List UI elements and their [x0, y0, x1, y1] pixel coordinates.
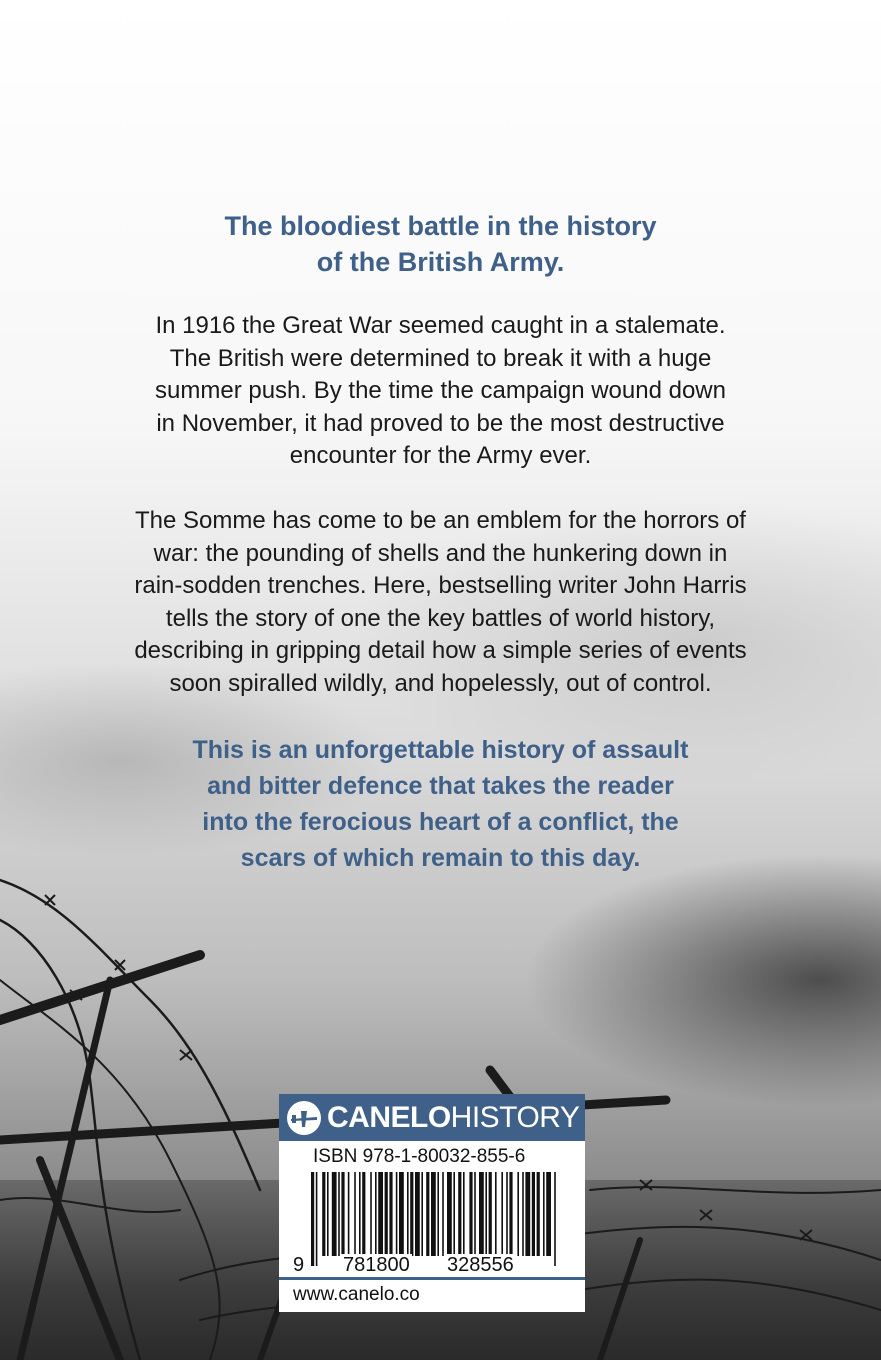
publisher-imprint-box [279, 1094, 585, 1312]
paragraph-line: tells the story of one the key battles of world history, [165, 604, 716, 632]
barcode-bar [370, 1172, 372, 1256]
headline-line: The bloodiest battle in the history [224, 211, 657, 241]
barcode-bar [338, 1172, 340, 1256]
barcode-digit-first: 9 [293, 1254, 305, 1276]
barcode-bar [410, 1172, 413, 1256]
barcode-bar [463, 1172, 465, 1256]
barcode-bar [359, 1172, 361, 1256]
barcode-bar [442, 1172, 444, 1256]
barcode-digits-right: 328556 [447, 1254, 514, 1276]
barcode-bar [554, 1172, 556, 1266]
publisher-name-strong: CANELO [327, 1100, 451, 1134]
barcode-bar [525, 1172, 530, 1256]
paragraph-line: in November, it had proved to be the most destructive [156, 409, 725, 437]
barcode-digits-left: 781800 [343, 1254, 410, 1276]
barcode-bar [437, 1172, 439, 1256]
barcode-bar [322, 1172, 325, 1256]
headline [60, 208, 821, 280]
barcode-bar [453, 1172, 455, 1256]
barcode-bar [546, 1172, 551, 1256]
barcode-bar [474, 1172, 476, 1256]
barcode-bar [506, 1172, 508, 1256]
paragraph-line: war: the pounding of shells and the hunkering down in [153, 539, 728, 567]
publisher-logo [279, 1094, 585, 1141]
barcode-bar [348, 1172, 350, 1256]
paragraph-line: describing in gripping detail how a simple series of events [134, 637, 747, 664]
barcode-bar [332, 1172, 337, 1256]
barcode-bar [489, 1172, 492, 1256]
paragraph-line: rain-sodden trenches. Here, bestselling writer John Harris [134, 572, 747, 599]
barcode-bar [469, 1172, 472, 1256]
paragraph-intro [60, 310, 821, 473]
barcode-bar [415, 1172, 420, 1256]
barcode-bar [543, 1172, 545, 1256]
barcode-bar [341, 1172, 344, 1256]
barcode-bar [479, 1172, 484, 1256]
imprint-divider [279, 1277, 585, 1280]
barcode-bar [485, 1172, 487, 1256]
closing-statement [60, 732, 821, 876]
barcode-bar [389, 1172, 392, 1266]
barcode-bar [378, 1172, 383, 1256]
barcode-bar [316, 1172, 318, 1266]
barcode-bar [421, 1172, 423, 1256]
barcode-bar [431, 1172, 436, 1256]
barcode-bar [375, 1172, 377, 1256]
barcode-bar [532, 1172, 535, 1256]
barcode-bar [447, 1172, 452, 1256]
isbn-number: ISBN 978-1-80032-855-6 [313, 1146, 526, 1167]
paragraph-summary [60, 505, 821, 700]
barcode-bar [354, 1172, 356, 1256]
barcode-bar [311, 1172, 314, 1266]
paragraph-line: The British were determined to break it with a huge [169, 344, 712, 372]
barcode-bar [385, 1172, 388, 1266]
barcode-bar [407, 1172, 409, 1256]
barcode-bar [501, 1172, 503, 1256]
paragraph-line: The Somme has come to be an emblem for the horrors of [135, 507, 746, 534]
barcode-bar [399, 1172, 404, 1256]
paragraph-line: In 1916 the Great War seemed caught in a stalemate. [155, 312, 726, 339]
publisher-website: www.canelo.co [293, 1284, 420, 1305]
barcode-bar [537, 1172, 540, 1256]
barcode-bar [509, 1172, 512, 1256]
barcode-bar [362, 1172, 365, 1256]
barcode-bar [327, 1172, 329, 1256]
publisher-name-light: HISTORY [450, 1100, 580, 1134]
barcode-bar [426, 1172, 429, 1256]
paragraph-line: summer push. By the time the campaign wound down [155, 377, 726, 404]
closing-line: and bitter defence that takes the reader [207, 772, 674, 800]
barcode-bar [396, 1172, 398, 1256]
barcode-bar [517, 1172, 519, 1256]
aircraft-badge-icon [287, 1101, 321, 1135]
paragraph-line: soon spiralled wildly, and hopelessly, out of control. [169, 669, 712, 697]
headline-line: of the British Army. [316, 247, 565, 277]
publisher-name [327, 1101, 579, 1135]
barcode-bar [458, 1172, 461, 1256]
closing-line: into the ferocious heart of a conflict, the [202, 808, 679, 836]
closing-line: scars of which remain to this day. [240, 844, 641, 872]
barcode-bar [495, 1172, 497, 1256]
closing-line: This is an unforgettable history of assault [192, 736, 689, 764]
barcode-bar [522, 1172, 524, 1256]
paragraph-line: encounter for the Army ever. [289, 442, 592, 469]
